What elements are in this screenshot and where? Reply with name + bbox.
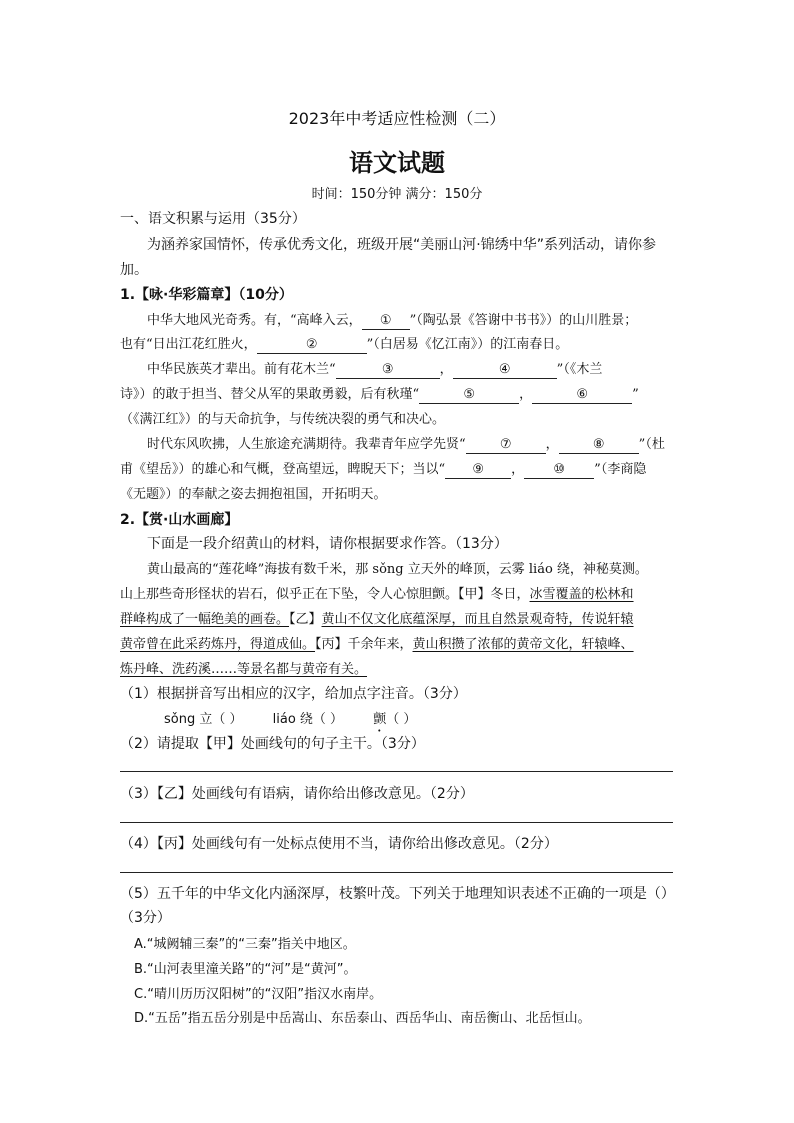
sub-question-4: （4）【丙】处画线句有一处标点使用不当，请你给出修改意见。（2分）: [120, 836, 558, 852]
q1-text: ，: [511, 462, 525, 477]
dotted-char: 颤: [373, 712, 387, 727]
sub-question-3: （3）【乙】处画线句有语病，请你给出修改意见。（2分）: [120, 786, 474, 802]
blank-2[interactable]: ②: [257, 337, 367, 354]
time-info: 时间：150分钟 满分：150分: [311, 187, 483, 202]
underlined-sentence-bing: 黄山积攒了浓郁的黄帝文化，轩辕峰、: [412, 637, 634, 652]
blank-8[interactable]: ⑧: [559, 437, 639, 454]
q1-text: ”（白居易《忆江南》）的江南春日。: [366, 337, 569, 352]
q2-intro: 下面是一段介绍黄山的材料，请你根据要求作答。（13分）: [147, 536, 508, 552]
q1-text: ，: [519, 387, 533, 402]
q1-para2-line1: [147, 358, 602, 379]
passage-text: 山上那些奇形怪状的岩石，似乎正在下坠，令人心惊胆颤。【甲】冬日，: [120, 587, 530, 602]
blank-5[interactable]: ⑤: [419, 387, 519, 404]
subject-title: 语文试题: [349, 149, 445, 177]
q1-para1-line2: [120, 333, 568, 354]
answer-paren: （ ）: [386, 712, 417, 727]
q1-text: ”（陶弘景《答谢中书书》）的山川胜景；: [409, 313, 638, 328]
q1-para1-line1: [147, 309, 637, 330]
blank-1[interactable]: ①: [362, 313, 410, 330]
passage-line2: [120, 583, 634, 602]
option-d[interactable]: D.“五岳”指五岳分别是中岳嵩山、东岳泰山、西岳华山、南岳衡山、北岳恒山。: [134, 1011, 591, 1026]
underlined-sentence-jia: 冰雪覆盖的松林和: [529, 587, 634, 602]
q1-text: 时代东风吹拂，人生旅途充满期待。我辈青年应学先贤“: [147, 437, 466, 452]
section-intro-line2: 加。: [120, 262, 148, 278]
q1-text: ”（李商隐: [594, 462, 647, 477]
blank-7[interactable]: ⑦: [466, 437, 546, 454]
blank-9[interactable]: ⑨: [445, 462, 511, 479]
q1-text: 中华大地风光奇秀。有，“高峰入云，: [147, 313, 362, 328]
blank-6[interactable]: ⑥: [532, 387, 632, 404]
q1-heading: 1.【咏·华彩篇章】（10分）: [120, 287, 293, 303]
q1-para2-line3: （《满江红》）的与天命抗争，与传统决裂的勇气和决心。: [120, 412, 446, 427]
blank-4[interactable]: ④: [453, 362, 557, 379]
q1-para2-line2: [120, 383, 639, 404]
q1-para3-line2: [120, 458, 646, 479]
pinyin-answer-row: [164, 708, 416, 735]
q1-text: ”（《木兰: [556, 362, 603, 377]
option-a[interactable]: A.“城阙辅三秦”的“三秦”指关中地区。: [134, 937, 356, 952]
blank-10[interactable]: ⑩: [524, 462, 594, 479]
sub-question-2: （2）请提取【甲】处画线句的句子主干。（3分）: [120, 736, 425, 752]
answer-line-4[interactable]: [120, 872, 673, 873]
passage-line1: 黄山最高的“莲花峰”海拔有数千米，那 sǒng 立天外的峰顶，云雾 liáo 绕，神秘莫测。: [147, 562, 648, 577]
q1-text: ，: [545, 437, 559, 452]
q1-text: 甫《望岳》）的雄心和气概，登高望远，睥睨天下；当以“: [120, 462, 446, 477]
q1-text: 诗》）的敢于担当、替父从军的果敢勇毅，后有秋瑾“: [120, 387, 420, 402]
passage-line3: [120, 608, 634, 627]
q1-text: ”（杜: [638, 437, 665, 452]
underlined-sentence-yi: 黄山不仅文化底蕴深厚，而且自然景观奇特，传说轩辕: [321, 612, 634, 627]
option-c[interactable]: C.“晴川历历汉阳树”的“汉阳”指汉水南岸。: [134, 987, 383, 1002]
section-intro-line1: 为涵养家国情怀，传承优秀文化，班级开展“美丽山河·锦绣中华”系列活动，请你参: [147, 237, 656, 253]
sub-question-1: （1）根据拼音写出相应的汉字，给加点字注音。（3分）: [120, 686, 467, 702]
answer-liao[interactable]: liáo 绕（ ）: [272, 712, 344, 727]
answer-song[interactable]: sǒng 立（ ）: [164, 712, 243, 727]
exam-title: 2023年中考适应性检测（二）: [288, 109, 506, 128]
q1-para3-line1: [147, 433, 665, 454]
section-heading: 一、语文积累与运用（35分）: [120, 211, 306, 227]
underlined-sentence-bing: 炼丹峰、洗药溪……等景名都与黄帝有关。: [120, 662, 368, 677]
q1-text: 也有“日出江花红胜火，: [120, 337, 257, 352]
passage-line5: [120, 658, 367, 677]
sub-question-5-line2: （3分）: [120, 910, 171, 926]
passage-text: 【丙】千余年来，: [315, 637, 413, 652]
underlined-sentence-jia: 群峰构成了一幅绝美的画卷。: [120, 612, 290, 627]
passage-text: 【乙】: [289, 612, 322, 627]
option-b[interactable]: B.“山河表里潼关路”的“河”是“黄河”。: [134, 962, 357, 977]
answer-line-3[interactable]: [120, 822, 673, 823]
sub-question-5-line1: （5）五千年的中华文化内涵深厚，枝繁叶茂。下列关于地理知识表述不正确的一项是（）: [120, 886, 675, 902]
q1-text: ，: [439, 362, 453, 377]
underlined-sentence-yi: 黄帝曾在此采药炼丹，得道成仙。: [120, 637, 316, 652]
q1-para3-line3: 《无题》）的奉献之姿去拥抱祖国，开拓明天。: [120, 487, 387, 502]
q1-text: 中华民族英才辈出。前有花木兰“: [147, 362, 336, 377]
answer-line-2[interactable]: [120, 771, 673, 772]
blank-3[interactable]: ③: [336, 362, 440, 379]
q2-heading: 2.【赏·山水画廊】: [120, 512, 239, 528]
answer-chan[interactable]: [373, 712, 416, 727]
passage-line4: [120, 633, 634, 652]
q1-text: ”: [632, 387, 639, 402]
